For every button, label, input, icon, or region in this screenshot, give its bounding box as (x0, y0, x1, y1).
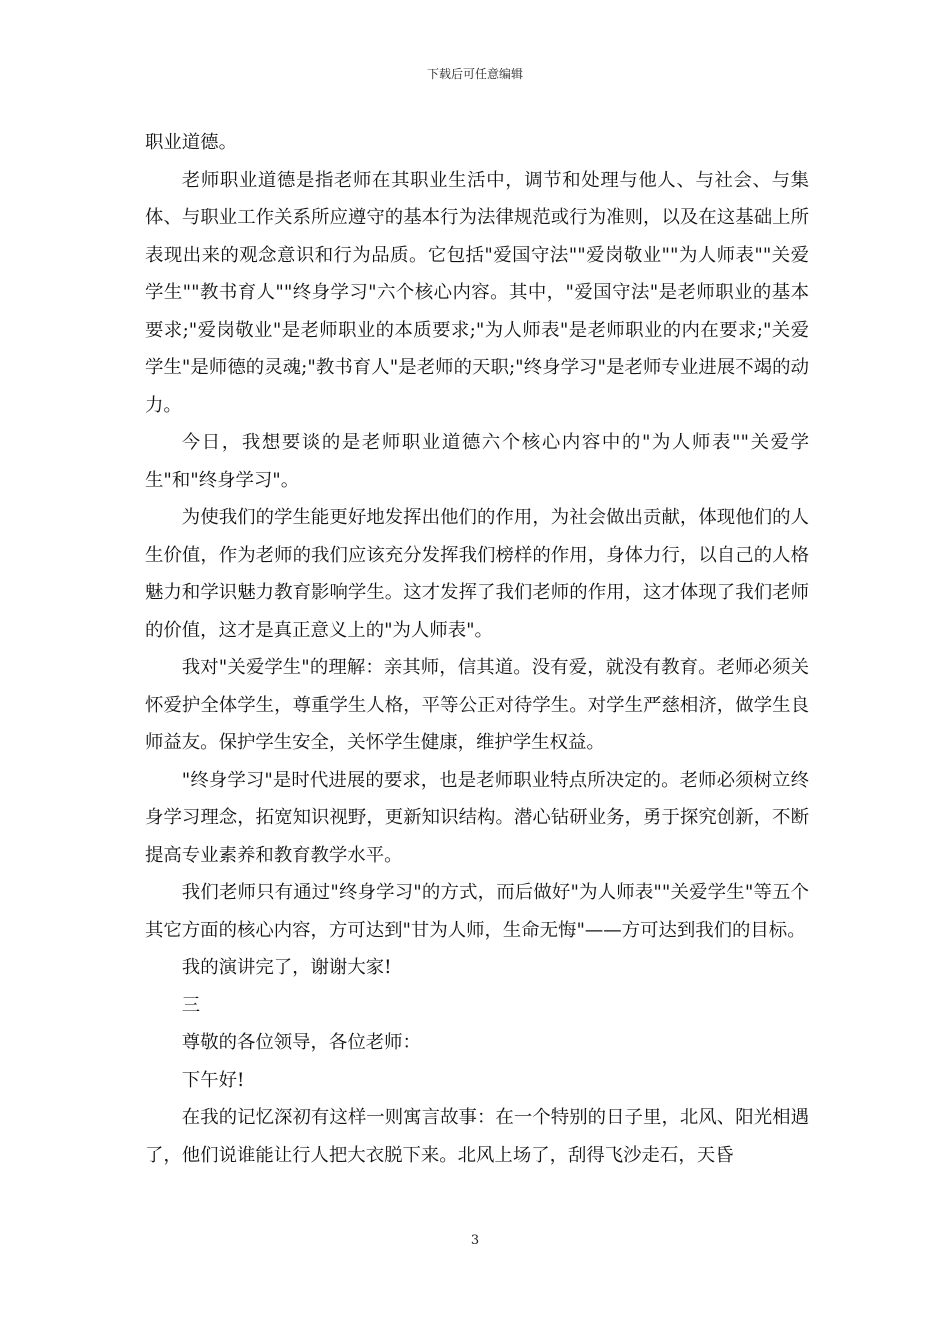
paragraph: 职业道德。 (145, 132, 237, 153)
page-header: 下载后可任意编辑 (426, 67, 523, 81)
paragraph: 老师职业道德是指老师在其职业生活中，调节和处理与他人、与社会、与集体、与职业工作关系所应遵守的基本行为法律规范或行为准则，以及在这基础上所表现出来的观念意识和行为品质。它包括"爱国守法""爱岗敬业""为人师表""关爱学生""教书育人""终身学习"六个核心内容。其中，"爱国守法"是老师职业的基本要求;"爱岗敬业"是老师职业的本质要求;"为人师表"是老师职业的内在要求;"关爱学生"是师德的灵魂;"教书育人"是老师的天职;"终身学习"是老师专业进展不竭的动力。 (145, 169, 809, 416)
paragraph: 我对"关爱学生"的理解：亲其师，信其道。没有爱，就没有教育。老师必须关怀爱护全体学生，尊重学生人格，平等公正对待学生。对学生严慈相济，做学生良师益友。保护学生安全，关怀学生健康，维护学生权益。 (145, 657, 809, 753)
paragraph: 我们老师只有通过"终身学习"的方式，而后做好"为人师表""关爱学生"等五个其它方面的核心内容，方可达到"甘为人师，生命无悔"——方可达到我们的目标。 (145, 882, 809, 941)
document-body (145, 124, 809, 1174)
paragraph: 我的演讲完了，谢谢大家! (181, 957, 392, 978)
greeting: 下午好! (181, 1069, 245, 1091)
paragraph: 在我的记忆深初有这样一则寓言故事：在一个特别的日子里，北风、阳光相遇了，他们说谁能让行人把大衣脱下来。北风上场了，刮得飞沙走石，天昏 (145, 1107, 809, 1166)
paragraph: 今日，我想要谈的是老师职业道德六个核心内容中的"为人师表""关爱学生"和"终身学习"。 (145, 432, 809, 491)
section-number: 三 (181, 994, 201, 1016)
paragraph: 为使我们的学生能更好地发挥出他们的作用，为社会做出贡献，体现他们的人生价值，作为老师的我们应该充分发挥我们榜样的作用，身体力行，以自己的人格魅力和学识魅力教育影响学生。这才发挥了我们老师的作用，这才体现了我们老师的价值，这才是真正意义上的"为人师表"。 (145, 507, 809, 641)
page-number: 3 (470, 1233, 480, 1248)
salutation: 尊敬的各位领导，各位老师： (181, 1032, 421, 1053)
paragraph: "终身学习"是时代进展的要求，也是老师职业特点所决定的。老师必须树立终身学习理念，拓宽知识视野，更新知识结构。潜心钻研业务，勇于探究创新，不断提高专业素养和教育教学水平。 (145, 769, 809, 866)
